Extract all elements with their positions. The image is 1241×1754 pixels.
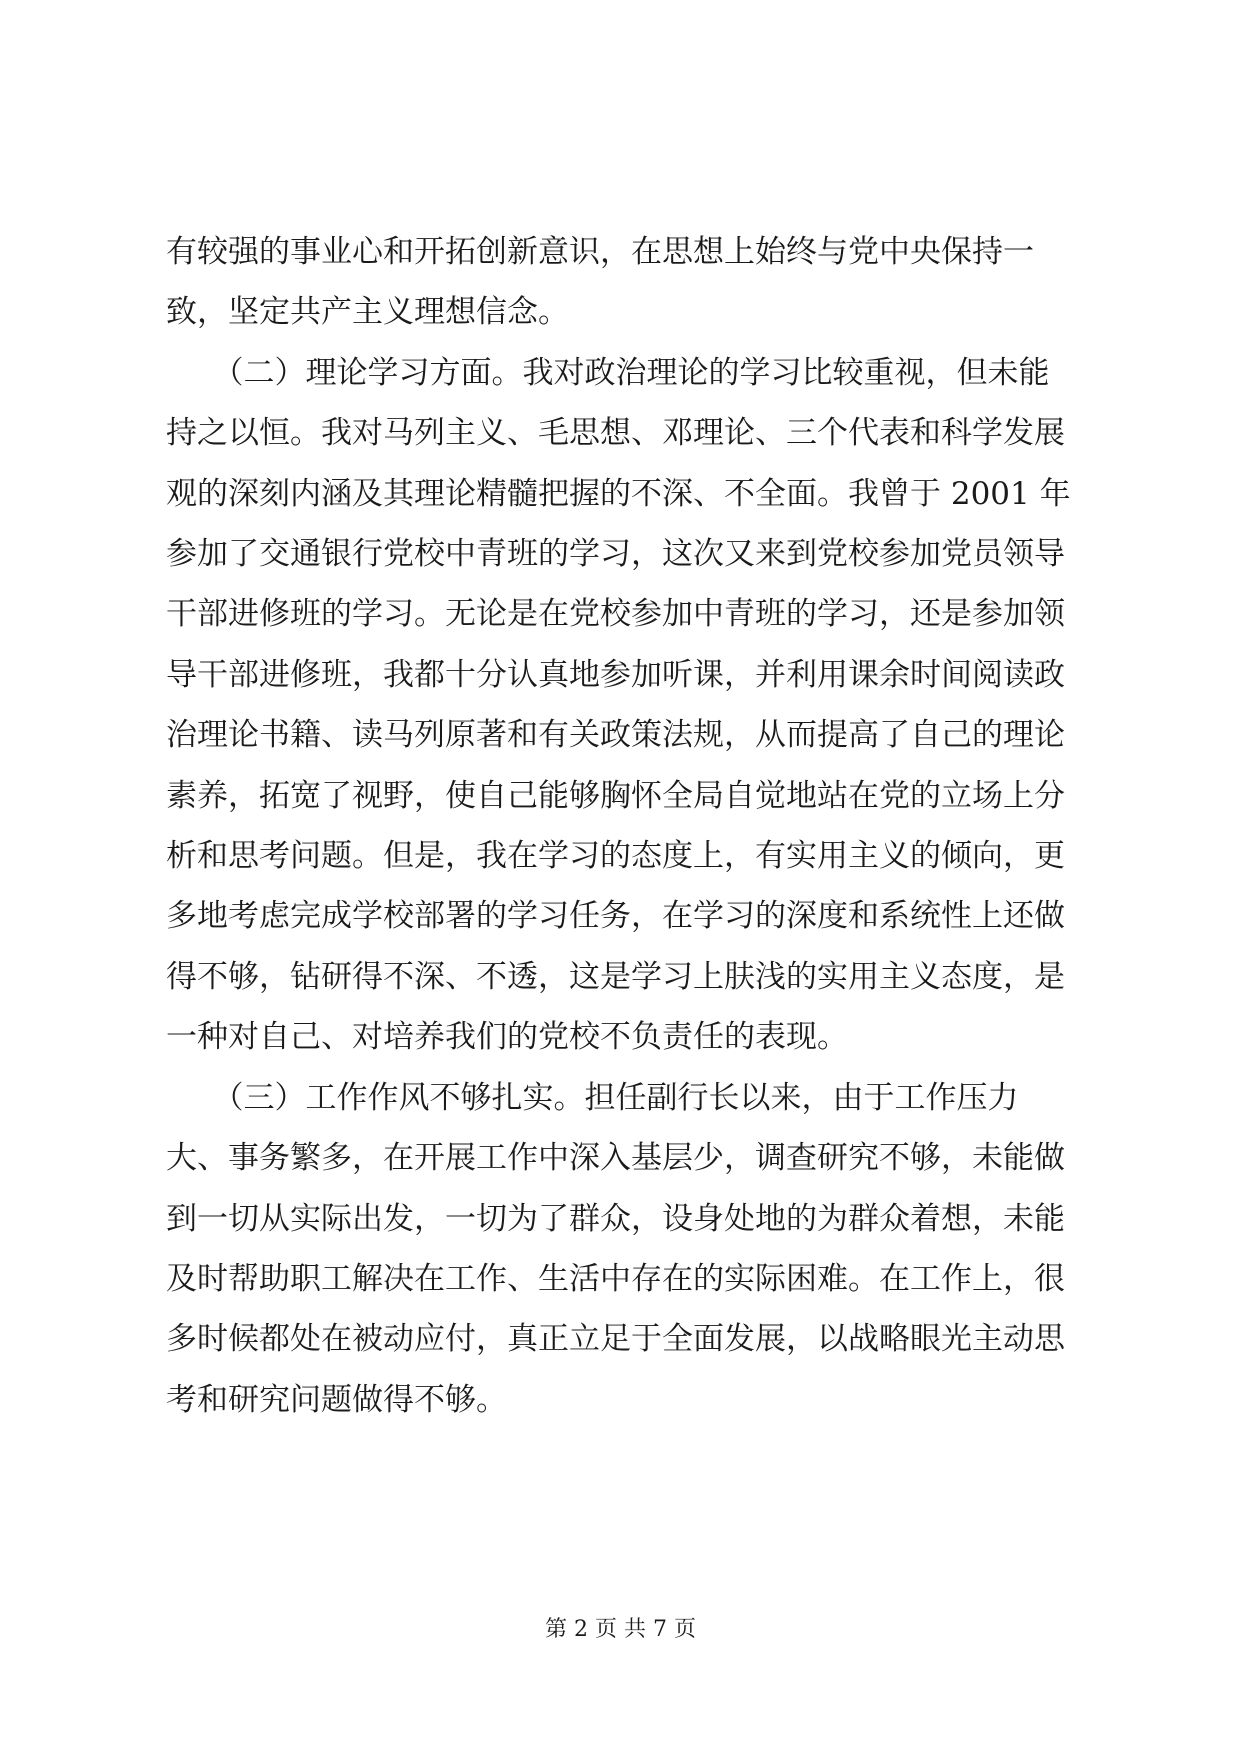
paragraph-continuation: 有较强的事业心和开拓创新意识，在思想上始终与党中央保持一致，坚定共产主义理想信念。 xyxy=(166,234,1034,331)
body-text xyxy=(166,222,1076,1430)
page-number-footer: 第 2 页 共 7 页 xyxy=(545,1617,696,1642)
paragraph-theory-study: （二）理论学习方面。我对政治理论的学习比较重视，但未能持之以恒。我对马列主义、毛思想、邓理论、三个代表和科学发展观的深刻内涵及其理论精髓把握的不深、不全面。我曾于 2001 年参加了交通银行党校中青班的学习，这次又来到党校参加党员领导干部进修班的学习。无论是在党校参加中青班的学习，还是参加领导干部进修班，我都十分认真地参加听课，并利用课余时间阅读政治理论书籍、读马列原著和有关政策法规，从而提高了自己的理论素养，拓宽了视野，使自己能够胸怀全局自觉地站在党的立场上分析和思考问题。但是，我在学习的态度上，有实用主义的倾向，更多地考虑完成学校部署的学习任务，在学习的深度和系统性上还做得不够，钻研得不深、不透，这是学习上肤浅的实用主义态度，是一种对自己、对培养我们的党校不负责任的表现。 xyxy=(166,354,1071,1056)
paragraph-work-style: （三）工作作风不够扎实。担任副行长以来，由于工作压力大、事务繁多，在开展工作中深入基层少，调查研究不够，未能做到一切从实际出发，一切为了群众，设身处地的为群众着想，未能及时帮助职工解决在工作、生活中存在的实际困难。在工作上，很多时候都处在被动应付，真正立足于全面发展，以战略眼光主动思考和研究问题做得不够。 xyxy=(166,1079,1065,1418)
